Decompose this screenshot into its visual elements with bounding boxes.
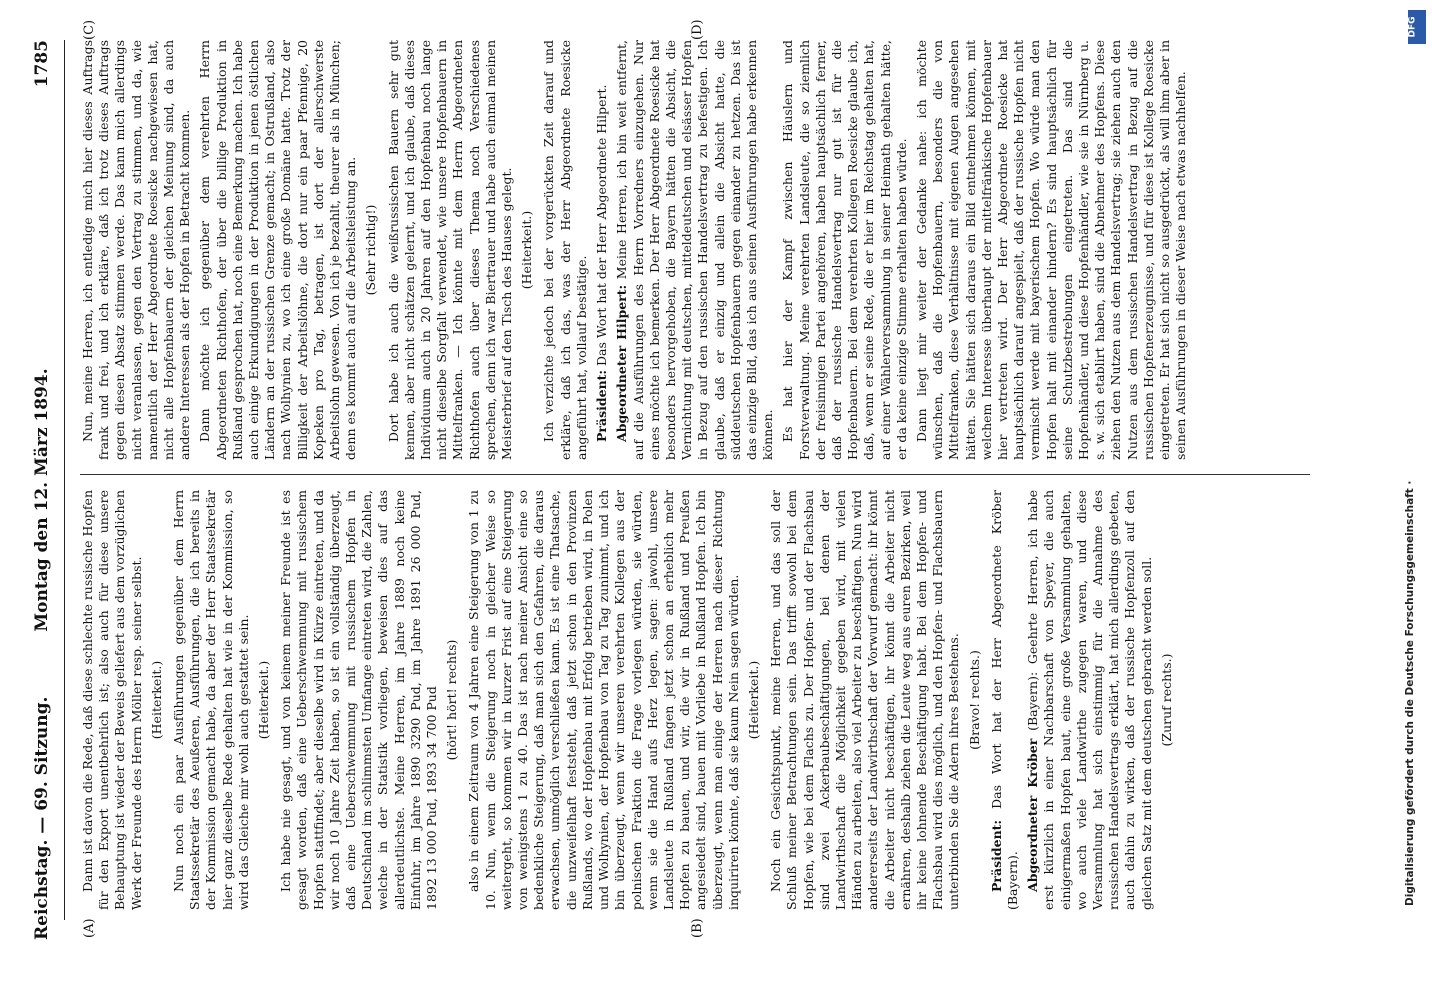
speaker-name: Präsident: — [594, 369, 610, 442]
paragraph — [594, 40, 610, 460]
speaker-name: Abgeordneter Hilpert: — [614, 284, 630, 442]
header-session: Reichstag. — 69. Sitzung. — [32, 696, 52, 940]
interjection: (hört! hört! rechts) — [444, 639, 460, 761]
margin-marker-a: (A) — [82, 918, 97, 938]
paragraph-text: Meine Herren, ich bin weit entfernt, auf die Ausführungen des Herrn Vorredners einzugehen. Nur eines möchte ich bemerken. Der Herr Abgeordnete Roesicke hat besonders hervorgehoben, die Bayern hätten die Absicht, die Vernichtung mit deutschen, mitteldeutschen und elsässer Hopfen in Bezug auf den russischen Handelsvertrag zu befestigen. Ich glaube, daß er einzig und allein die Absicht hatte, die süddeutschen Hopfenbauern gegen einander zu hetzen. Das ist das einzige Bild, das ich aus seinen Ausführungen habe erkennen können. — [614, 40, 776, 460]
interjection: (Zuruf rechts.) — [1158, 653, 1174, 747]
margin-marker-d: (D) — [690, 19, 705, 40]
interjection: (Heiterkeit.) — [745, 660, 761, 740]
page-header — [22, 40, 62, 960]
digitization-credit — [1400, 0, 1430, 1000]
margin-marker-c: (C) — [82, 19, 97, 40]
margin-marker-b: (B) — [690, 918, 705, 938]
paragraph: also in einem Zeitraum von 4 Jahren eine Steigerung von 1 zu 10. Nun, wenn die Steigerung noch in gleicher Weise so weitergeht, so kommen wir in kurzer Frist auf eine Steigerung von wenigstens 1 zu 40. Das ist nach meiner Ansicht eine so bedenkliche Steigerung, daß man sich den Gefahren, die daraus erwachsen, unmöglich verschließen kann. Es ist eine Thatsache, die unzweifelhaft feststeht, daß jetzt schon in den Provinzen Rußlands, wo der Hopfenbau mit Erfolg betrieben wird, in Polen und Wolhynien, der Hopfenbau von Tag zu Tag zunimmt, und ich bin überzeugt, wenn wir unseren verehrten Kollegen aus der polnischen Fraktion die Frage vorlegen würden, sie würden, wenn sie die Hand aufs Herz legen, sagen: jawohl, unsere Landsleute in Rußland fangen jetzt schon an erheblich mehr Hopfen zu bauen, und wir, die wir in Rußland und Preußen angesiedelt sind, bauen mit Vorliebe in Rußland Hopfen. Ich bin überzeugt, wenn man einige der Herren nach dieser Richtung inquiriren könnte, daß sie kaum Nein sagen würden. — [466, 490, 741, 910]
header-rule — [64, 40, 65, 920]
header-page-number: 1785 — [32, 40, 52, 88]
paragraph-text: (Bayern): Geehrte Herren, ich habe erst kürzlich in einer Nachbarschaft von Speyer, die auch einigermaßen Hopfen baut, eine große Versammlung gehalten, wo auch viele Landwirthe zugegen waren, und diese Versammlung hat sich einstimmig für die Annahme des russischen Handelsvertrags erklärt, hat mich allerdings gebeten, auch dahin zu wirken, daß der russische Hopfenzoll auf den gleichen Satz mit dem deutschen gebracht werden soll. — [1025, 490, 1154, 910]
paragraph — [1025, 490, 1155, 910]
paragraph: Nun noch ein paar Ausführungen gegenüber dem Herrn Staatssekretär des Aeußeren, Ausführungen, die ich bereits in der Kommission gemacht habe, da aber der Herr Staatssekretär hier ganz dieselbe Rede gehalten hat wie in der Kommission, so wird das Gleiche mir wohl auch gestattet sein. — [171, 490, 251, 910]
paragraph — [614, 40, 776, 460]
digitization-credit-text: Digitalisierung gefördert durch die Deutsche Forschungsgemeinschaft · — [1404, 480, 1416, 906]
paragraph: Es hat hier der Kampf zwischen Häuslern und Forstverwaltung. Meine verehrten Landsleute, die so ziemlich der freisinnigen Partei angehören, haben hauptsächlich ferner, daß der russische Handelsvertrag nur gut ist für die Hopfenbauern. Bei dem verehrten Kollegen Roesicke glaube ich, daß, wenn er seine Rede, die er hier im Reichstag gehalten hat, auf einer Wählerversammlung in seiner Heimath gehalten hätte, er da keine einzige Stimme erhalten haben würde. — [780, 40, 909, 460]
paragraph — [989, 490, 1021, 910]
header-date: Montag den 12. März 1894. — [32, 368, 52, 632]
text-column-left — [80, 490, 1330, 910]
interjection: (Heiterkeit.) — [148, 660, 164, 740]
speaker-name: Präsident: — [988, 819, 1004, 892]
paragraph: Nun, meine Herren, ich entledige mich hier dieses Auftrags frank und frei, und ich erkläre, daß ich trotz dieses Auftrags gegen diesen Absatz stimmen werde. Das kann mich allerdings nicht veranlassen, gegen den Vertrag zu stimmen, und da, wie namentlich der Herr Abgeordnete Roesicke nachgewiesen hat, nicht alle Hopfenbauern der gleichen Meinung sind, da auch andere Interessen als der Hopfen in Betracht kommen. — [80, 40, 193, 460]
interjection: (Heiterkeit.) — [256, 660, 272, 740]
paragraph: Ich habe nie gesagt, und von keinem meiner Freunde ist es gesagt worden, daß eine Ueberschwemmung mit russischem Hopfen stattfindet; aber dieselbe wird in Kürze eintreten, und da wir noch 10 Jahre Zeit haben, so ist ein vollständig überzeugt, daß eine Ueberschwemmung mit russischem Hopfen in Deutschland im schlimmsten Umfange eintreten wird, die Zahlen, welche in der Statistik vorliegen, beweisen dies auf das allerdeutlichste. Meine Herren, im Jahre 1889 noch keine Einfuhr, im Jahre 1890 3290 Pud, im Jahre 1891 26 000 Pud, 1892 13 000 Pud, 1893 34 700 Pud — [278, 490, 440, 910]
text-column-right — [80, 40, 1330, 460]
speaker-name: Abgeordneter Kröber — [1025, 738, 1041, 892]
paragraph: Noch ein Gesichtspunkt, meine Herren, und das soll der Schluß meiner Betrachtungen sein. Das trifft sowohl bei dem Hopfen, wie bei dem Flachs zu. Der Hopfen- und der Flachsbau sind zwei Ackerbaubeschäftigungen, bei denen der Landwirthschaft die Möglichkeit gegeben wird, mit vielen Händen zu arbeiten, also viel Arbeiter zu beschäftigen. Nun wird andererseits der Landwirthschaft der Vorwurf gemacht: ihr könnt die Arbeiter nicht beschäftigen, ihr könnt die Arbeiter nicht ernähren, deshalb ziehen die Leute weg aus euren Bezirken, weil ihr keine lohnende Beschäftigung habt. Bei dem Hopfen- und Flachsbau wird dies möglich, und den Hopfen- und Flachsbauern unterbinden Sie die Adern ihres Bestehens. — [768, 490, 962, 910]
column-divider — [80, 474, 1310, 475]
interjection: (Sehr richtig!) — [363, 204, 379, 296]
interjection: (Heiterkeit.) — [519, 210, 535, 290]
paragraph-text: Das Wort hat der Herr Abgeordnete Kröber (Bayern). — [988, 490, 1020, 910]
interjection: (Bravo! rechts.) — [966, 650, 982, 750]
paragraph-text: Das Wort hat der Herr Abgeordnete Hilpert. — [594, 84, 610, 370]
paragraph: Dann möchte ich gegenüber dem verehrten Herrn Abgeordneten Richthofen, der über die billige Produktion in Rußland gesprochen hat, noch eine Bemerkung machen. Ich habe auch einige Erkundigungen in der Produktion in jenen östlichen Ländern an der russischen Grenze gemacht; in Ostrußland, also nach Wolhynien zu, wo ich eine große Domäne hatte. Trotz der Billigkeit der Arbeitslöhne, die dort nur ein paar Pfennige, 20 Kopeken pro Tag, betragen, ist dort der allerschwerste Arbeitslohn gewesen. Von ich je bezahlt, theurer als in München; denn es kommt auch auf die Arbeitsleistung an. — [197, 40, 359, 460]
paragraph: Dann ist davon die Rede, daß diese schlechte russische Hopfen für den Export unentbehrlich ist; also auch für diese unsere Behauptung ist wieder der Beweis geliefert aus dem vorzüglichen Werk der Freunde des Herrn Möller resp. seiner selbst. — [80, 490, 144, 910]
paragraph: Ich verzichte jedoch bei der vorgerückten Zeit darauf und erkläre, daß ich das, was der Herr Abgeordnete Roesicke angeführt hat, vollauf bestätige. — [541, 40, 589, 460]
dfg-logo-text: DFG — [1407, 16, 1418, 38]
dfg-logo — [1408, 10, 1426, 44]
paragraph: Dann liegt mir weiter der Gedanke nahe: ich möchte wünschen, daß die Hopfenbauern, besonders die von Mittelfranken, diese Verhältnisse mit eigenen Augen angesehen hätten. Sie hätten sich daraus ein Bild entnehmen können, mit welchem Interesse überhaupt der mittelfränkische Hopfenbauer hier vertreten wird. Der Herr Abgeordnete Roesicke hat hauptsächlich darauf angespielt, daß der russische Hopfen nicht vermischt werde mit bayerischem Hopfen. Wo würde man den Hopfen halt mit einander hindern? Es sind hauptsächlich für seine Schutzbestrebungen eingetreten. Das sind die Hopfenhändler, und diese Hopfenhändler, wie sie in Nürnberg u. s. w. sich etablirt haben, sind die Abnehmer des Hopfens. Diese ziehen den Nutzen aus dem Handelsvertrag; sie ziehen auch den Nutzen aus dem russischen Handelsvertrag in Bezug auf die russischen Hopfenerzeugnisse, und für diese ist Kollege Roesicke eingetreten. Er hat sich nicht so ausgedrückt, als will ihm aber in seinen Ausführungen in dieser Weise nach etwas nachhelfen. — [913, 40, 1189, 460]
paragraph: Dort habe ich auch die weißrussischen Bauern sehr gut kennen, aber nicht schätzen gelernt, und ich glaube, daß dieses Individuum auch in 20 Jahren auf den Hopfenbau noch lange nicht dieselbe Sorgfalt verwendet, wie unsere Hopfenbauern in Mittelfranken. — Ich könnte mit dem Herrn Abgeordneten Richthofen auch über dieses Thema noch Verschiedenes sprechen, denn ich war Biertrauer und habe auch einmal meinen Meisterbrief auf den Tisch des Hauses gelegt. — [385, 40, 515, 460]
